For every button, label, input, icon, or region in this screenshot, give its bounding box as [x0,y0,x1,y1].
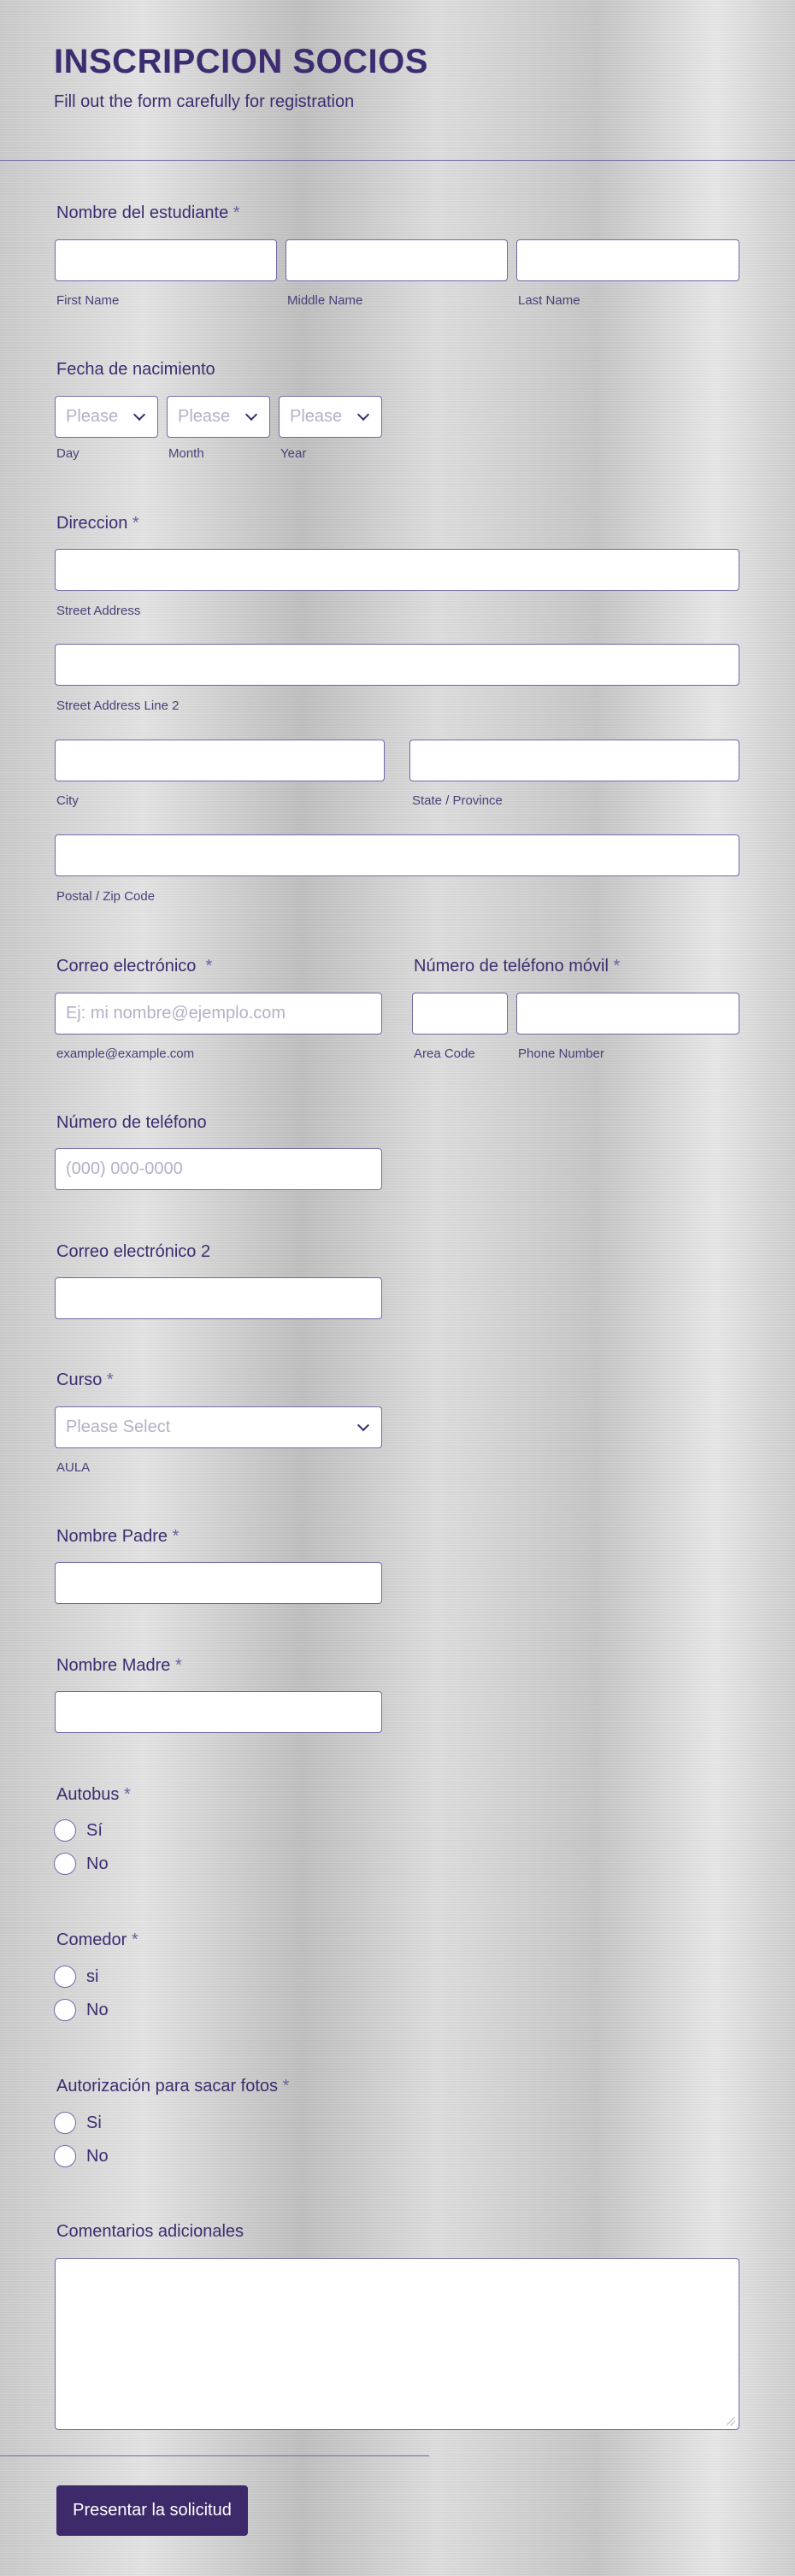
state-input[interactable] [409,740,739,781]
area-code-input[interactable] [412,993,508,1035]
form-title: INSCRIPCION SOCIOS [54,43,428,80]
bus-label [56,1785,131,1805]
bus-label-text: Autobus [56,1785,120,1804]
required-mark: * [205,957,213,976]
email2-input[interactable] [55,1277,382,1319]
phone-number-sublabel: Phone Number [518,1046,604,1061]
address-label [56,514,139,533]
bus-radio-yes[interactable] [54,1819,76,1842]
required-mark: * [106,1371,114,1389]
course-label [56,1371,114,1390]
mother-label [56,1656,182,1676]
dining-label [56,1931,138,1950]
required-mark: * [174,1656,182,1675]
chevron-down-icon [133,409,145,421]
photos-option-yes-label: Si [86,2113,102,2132]
header-divider [0,160,795,161]
course-sublabel: AULA [56,1460,91,1475]
photos-label [56,2077,289,2096]
phone-label: Número de teléfono [56,1113,207,1132]
city-sublabel: City [56,793,79,808]
street-address-2-input[interactable] [55,644,739,686]
student-name-label-text: Nombre del estudiante [56,203,229,222]
bus-radio-no[interactable] [54,1853,76,1875]
last-name-input[interactable] [516,239,739,281]
mother-name-input[interactable] [55,1691,382,1733]
dining-radio-no[interactable] [54,1999,76,2021]
street-address-sublabel: Street Address [56,604,141,618]
birth-day-placeholder: Please [66,407,119,426]
first-name-input[interactable] [55,239,277,281]
birth-year-sublabel: Year [280,446,307,461]
state-sublabel: State / Province [412,793,503,808]
father-label-text: Nombre Padre [56,1527,168,1546]
course-placeholder: Please Select [66,1418,171,1436]
mobile-label [414,957,620,976]
last-name-sublabel: Last Name [518,293,580,308]
birth-day-sublabel: Day [56,446,80,461]
bus-option-yes-label: Sí [86,1821,103,1840]
chevron-down-icon [245,409,257,421]
bus-option-no-label: No [86,1854,109,1873]
footer-divider [0,2455,429,2456]
chevron-down-icon [357,409,369,421]
required-mark: * [172,1527,180,1546]
course-select[interactable] [55,1406,382,1448]
dining-option-yes-label: si [86,1967,99,1986]
photos-radio-yes[interactable] [54,2112,76,2134]
required-mark: * [613,957,621,976]
birth-year-select[interactable] [279,396,382,438]
birth-month-sublabel: Month [168,446,204,461]
comments-label: Comentarios adicionales [56,2222,244,2241]
father-name-input[interactable] [55,1562,382,1604]
dining-label-text: Comedor [56,1931,127,1949]
photos-radio-no[interactable] [54,2145,76,2167]
address-label-text: Direccion [56,514,128,533]
middle-name-sublabel: Middle Name [287,293,363,308]
required-mark: * [282,2077,290,2096]
submit-button[interactable]: Presentar la solicitud [56,2485,248,2536]
email-label [56,957,212,976]
dining-radio-yes[interactable] [54,1966,76,1988]
zip-input[interactable] [55,834,739,876]
photos-label-text: Autorización para sacar fotos [56,2077,279,2096]
form-subtitle: Fill out the form carefully for registration [54,92,355,111]
birth-year-placeholder: Please [290,407,343,426]
resize-grip-icon[interactable] [727,2417,735,2426]
first-name-sublabel: First Name [56,293,120,308]
phone-input[interactable] [55,1148,382,1190]
email-label-text: Correo electrónico [56,957,197,976]
city-input[interactable] [55,740,385,781]
email-sublabel: example@example.com [56,1046,195,1061]
required-mark: * [131,1931,138,1949]
required-mark: * [132,514,139,533]
chevron-down-icon [357,1419,369,1431]
area-code-sublabel: Area Code [414,1046,475,1061]
street-address-input[interactable] [55,549,739,591]
birthdate-label: Fecha de nacimiento [56,360,215,379]
dining-option-no-label: No [86,2001,109,2019]
comments-textarea[interactable] [55,2258,739,2430]
email-input[interactable] [55,993,382,1035]
email-placeholder: Ej: mi nombre@ejemplo.com [66,1004,286,1023]
phone-placeholder: (000) 000-0000 [66,1159,183,1178]
zip-sublabel: Postal / Zip Code [56,889,156,904]
student-name-label [56,203,240,223]
birth-day-select[interactable] [55,396,158,438]
email2-label: Correo electrónico 2 [56,1242,211,1261]
course-label-text: Curso [56,1371,103,1389]
father-label [56,1527,179,1547]
street-address-2-sublabel: Street Address Line 2 [56,699,180,713]
required-mark: * [123,1785,131,1804]
mobile-number-input[interactable] [516,993,739,1035]
mobile-label-text: Número de teléfono móvil [414,957,609,976]
birth-month-select[interactable] [167,396,270,438]
birth-month-placeholder: Please [178,407,231,426]
mother-label-text: Nombre Madre [56,1656,171,1675]
photos-option-no-label: No [86,2147,109,2166]
required-mark: * [233,203,240,222]
middle-name-input[interactable] [286,239,508,281]
